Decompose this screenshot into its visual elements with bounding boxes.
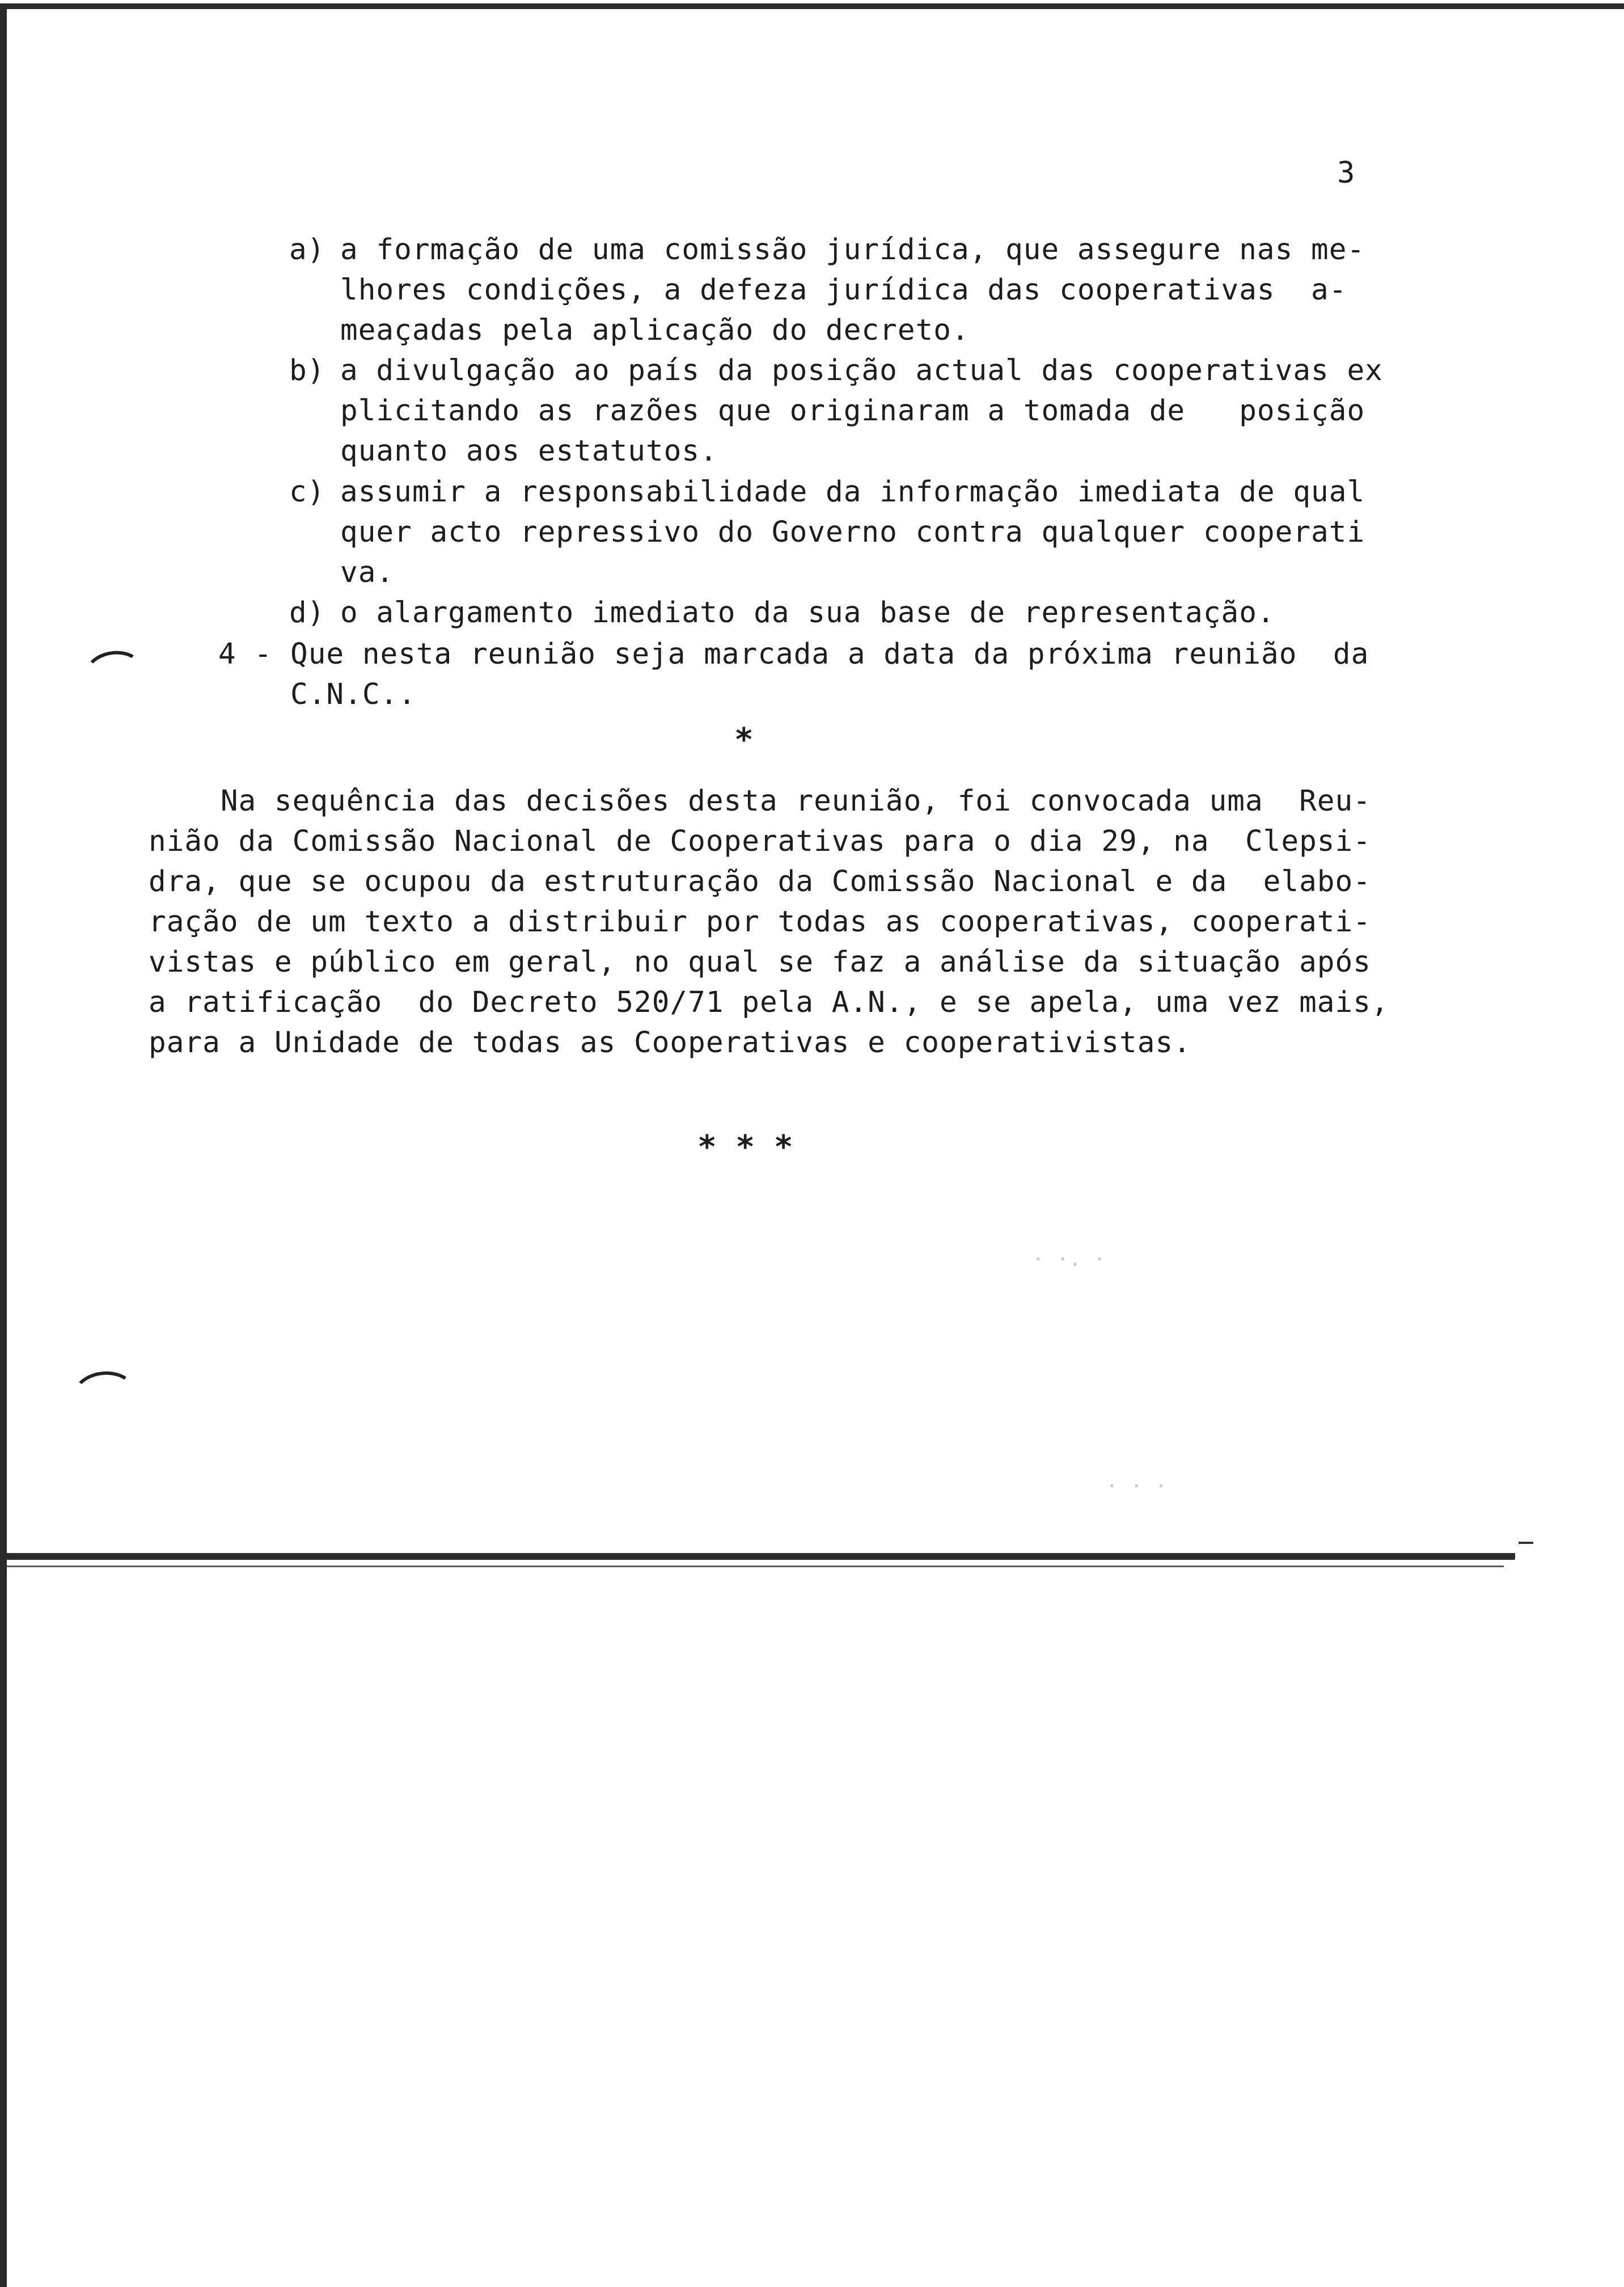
punch-mark-arc (70, 1368, 138, 1421)
bottom-rule-thick (7, 1553, 1515, 1560)
paragraph-line: ração de um texto a distribuir por todas as cooperativas, cooperati- (149, 905, 1371, 939)
bleed-through-marks: · ·. · (1032, 1248, 1106, 1271)
list-line: va. (340, 556, 395, 589)
bottom-rule-tick (1519, 1542, 1533, 1544)
paragraph-line: vistas e público em geral, no qual se faz a análise da situação após (149, 946, 1371, 979)
bottom-rule-thin (7, 1566, 1504, 1567)
bleed-through-marks: · · · (1106, 1475, 1168, 1498)
paragraph-line: dra, que se ocupou da estruturação da Comissão Nacional e da elabo- (149, 865, 1371, 898)
list-line: meaçadas pela aplicação do decreto. (340, 314, 970, 347)
paragraph-line: a ratificação do Decreto 520/71 pela A.N., e se apela, uma vez mais, (149, 986, 1389, 1019)
paragraph-line: Na sequência das decisões desta reunião, foi convocada uma Reu- (149, 784, 1371, 818)
list-marker: d) (289, 596, 325, 630)
page-frame-top (0, 3, 1624, 9)
numbered-marker: 4 - (218, 638, 273, 671)
paragraph-line: para a Unidade de todas as Cooperativas e cooperativistas. (149, 1026, 1191, 1060)
separator-asterisk: * (734, 721, 754, 758)
list-marker: c) (289, 475, 325, 509)
list-line: lhores condições, a defeza jurídica das cooperativas a- (340, 273, 1347, 307)
list-line: quanto aos estatutos. (340, 434, 718, 468)
list-line: a formação de uma comissão jurídica, que assegure nas me- (340, 233, 1365, 267)
separator-triple-asterisk: * * * (697, 1129, 793, 1166)
list-line: assumir a responsabilidade da informação imediata de qual (340, 475, 1365, 509)
list-line: quer acto repressivo do Governo contra qualquer cooperati (340, 516, 1365, 549)
numbered-line: C.N.C.. (290, 678, 416, 711)
punch-mark-arc (82, 647, 145, 695)
page-frame-left (0, 3, 7, 2287)
page-number: 3 (1337, 156, 1356, 190)
list-line: a divulgação ao país da posição actual das cooperativas ex (340, 354, 1383, 387)
list-line: plicitando as razões que originaram a tomada de posição (340, 394, 1365, 428)
list-line: o alargamento imediato da sua base de representação. (340, 596, 1275, 630)
numbered-line: Que nesta reunião seja marcada a data da próxima reunião da (290, 638, 1369, 671)
paragraph-line: nião da Comissão Nacional de Cooperativas para o dia 29, na Clepsi- (149, 825, 1371, 858)
list-marker: b) (289, 354, 325, 387)
list-marker: a) (289, 233, 325, 267)
